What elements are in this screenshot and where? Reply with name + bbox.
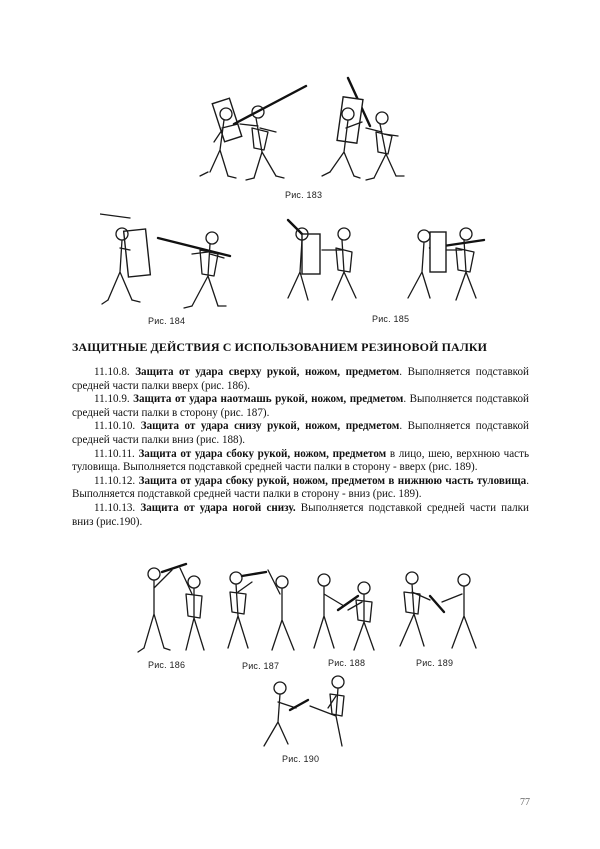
paragraph-number: 11.10.12. [94,474,136,487]
paragraph-11-10-11 [72,448,529,475]
paragraph-bold: Защита от удара сверху рукой, ножом, предметом [135,366,400,378]
figure-184-illustration [100,210,240,320]
paragraph-text: в лицо, шею, верхнюю часть туловища. Выполняется подставкой средней части палки в сторону - вверх (рис. 189). [72,447,530,474]
paragraph-bold: Защита от удара сбоку рукой, ножом, предметом [138,447,387,460]
figure-185-illustration [280,212,490,312]
paragraph-text: . Выполняется подставкой средней части палки вверх (рис. 186). [72,366,529,392]
figure-187-caption: Рис. 187 [242,661,280,671]
paragraph-text: . Выполняется подставкой средней части палки вниз (рис. 188). [72,420,529,446]
figure-189-caption: Рис. 189 [416,658,454,668]
paragraph-text: . Выполняется подставкой средней части палки в сторону (рис. 187). [72,393,529,419]
paragraph-number: 11.10.8. [94,366,130,378]
section-heading: ЗАЩИТНЫЕ ДЕЙСТВИЯ С ИСПОЛЬЗОВАНИЕМ РЕЗИНОВОЙ ПАЛКИ [72,340,488,354]
paragraph-11-10-8 [72,366,529,393]
paragraph-bold: Защита от удара ногой снизу. [140,501,296,514]
paragraph-11-10-10 [72,420,529,447]
figure-186-caption: Рис. 186 [148,660,186,670]
figure-187-illustration [222,562,312,658]
page-number: 77 [520,797,530,808]
paragraph-number: 11.10.11. [94,447,135,460]
figure-189-illustration [394,566,490,656]
figure-185-caption: Рис. 185 [372,314,410,324]
paragraph-number: 11.10.10. [94,420,136,433]
paragraph-bold: Защита от удара сбоку рукой, ножом, предметом в нижнюю часть туловища [138,474,527,487]
figure-190-illustration [250,668,360,752]
paragraph-11-10-9 [72,393,529,420]
paragraph-number: 11.10.13. [94,501,136,514]
figure-186-illustration [132,560,222,656]
section-body [72,366,529,529]
figure-188-caption: Рис. 188 [328,658,366,668]
paragraph-text: Выполняется подставкой средней части палки вниз (рис.190). [72,501,529,528]
paragraph-bold: Защита от удара снизу рукой, ножом, предметом [140,420,400,433]
paragraph-11-10-13 [72,502,529,529]
figure-188-illustration [308,566,388,656]
paragraph-bold: Защита от удара наотмашь рукой, ножом, предметом [133,393,404,406]
paragraph-text: . Выполняется подставкой средней части палки в сторону - вниз (рис. 189). [72,474,529,501]
figure-190-caption: Рис. 190 [282,754,320,764]
paragraph-number: 11.10.9. [94,393,130,406]
figure-183-caption: Рис. 183 [285,190,323,200]
paragraph-11-10-12 [72,475,529,502]
figure-183-illustration [198,72,438,190]
figure-184-caption: Рис. 184 [148,316,186,326]
